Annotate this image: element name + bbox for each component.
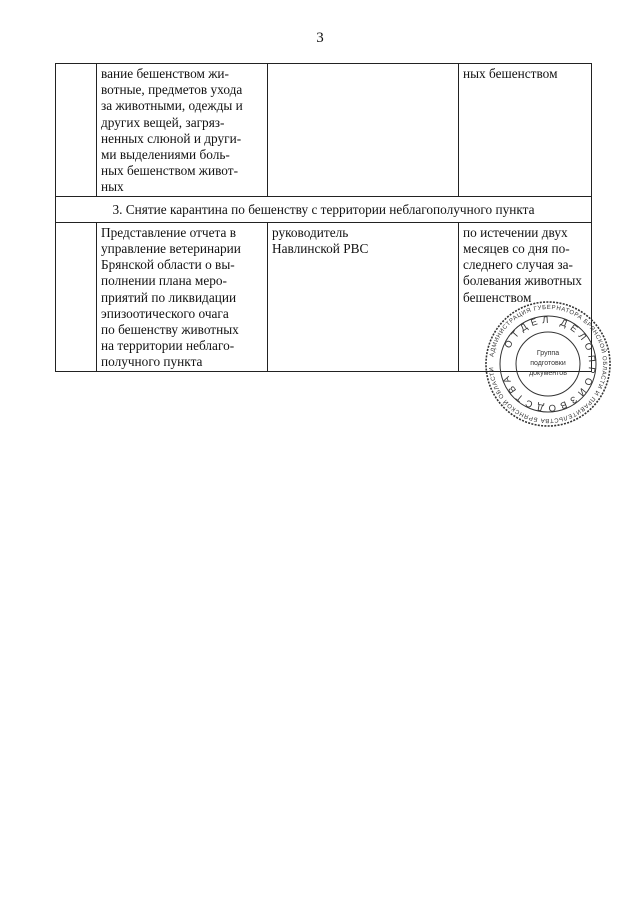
number-cell bbox=[56, 222, 97, 371]
text-line: ненных слюной и други- bbox=[101, 130, 242, 146]
text-line: болевания животных bbox=[463, 273, 582, 289]
section-heading: 3. Снятие карантина по бешенству с территории неблагополучного пункта bbox=[56, 196, 592, 222]
text-line: управление ветеринарии bbox=[101, 241, 241, 257]
text-line: Навлинской РВС bbox=[272, 241, 369, 257]
text-line: ных бешенством живот- bbox=[101, 163, 239, 179]
text-line: ных бешенством bbox=[463, 66, 558, 81]
text-line: приятий по ликвидации bbox=[101, 289, 237, 305]
responsible-cell bbox=[268, 64, 459, 197]
text-line: за животными, одежды и bbox=[101, 98, 243, 114]
text-line: следнего случая за- bbox=[463, 257, 573, 273]
text-line: вотные, предметов ухода bbox=[101, 82, 243, 98]
text-line: Представление отчета в bbox=[101, 224, 236, 240]
page-number: 3 bbox=[316, 30, 324, 46]
stamp-center-line: документов bbox=[529, 370, 567, 377]
stamp-center-line: подготовки bbox=[530, 360, 566, 367]
table-row bbox=[56, 64, 592, 197]
text-line: эпизоотического очага bbox=[101, 305, 229, 321]
text-line: месяцев со дня по- bbox=[463, 241, 570, 257]
measure-cell bbox=[97, 64, 268, 197]
stamp-center-line: Группа bbox=[536, 350, 560, 357]
stamp-ring-text: ОТДЕЛ ДЕЛОПРОИЗВОДСТВА bbox=[501, 314, 598, 414]
text-line: полнении плана меро- bbox=[101, 273, 227, 289]
number-cell bbox=[56, 64, 97, 197]
text-line: бешенством bbox=[463, 289, 532, 305]
text-line: на территории неблаго- bbox=[101, 338, 235, 354]
measure-cell bbox=[97, 222, 268, 371]
text-line: Брянской области о вы- bbox=[101, 257, 235, 273]
text-line: ми выделениями боль- bbox=[101, 147, 230, 163]
text-line: получного пункта bbox=[101, 354, 203, 370]
deadline-cell bbox=[459, 64, 592, 197]
text-line: вание бешенством жи- bbox=[101, 66, 229, 81]
text-line: других вещей, загряз- bbox=[101, 114, 225, 130]
text-line: по бешенству животных bbox=[101, 322, 239, 338]
office-stamp bbox=[484, 300, 612, 428]
text-line: по истечении двух bbox=[463, 224, 568, 240]
responsible-cell bbox=[268, 222, 459, 371]
text-line: ных bbox=[101, 179, 124, 195]
table-row bbox=[56, 196, 592, 222]
text-line: руководитель bbox=[272, 224, 349, 240]
stamp-outer-text: АДМИНИСТРАЦИЯ ГУБЕРНАТОРА БРЯНСКОЙ ОБЛАСТИ И ПРАВИТЕЛЬСТВА БРЯНСКОЙ ОБЛАСТИ bbox=[489, 304, 608, 424]
